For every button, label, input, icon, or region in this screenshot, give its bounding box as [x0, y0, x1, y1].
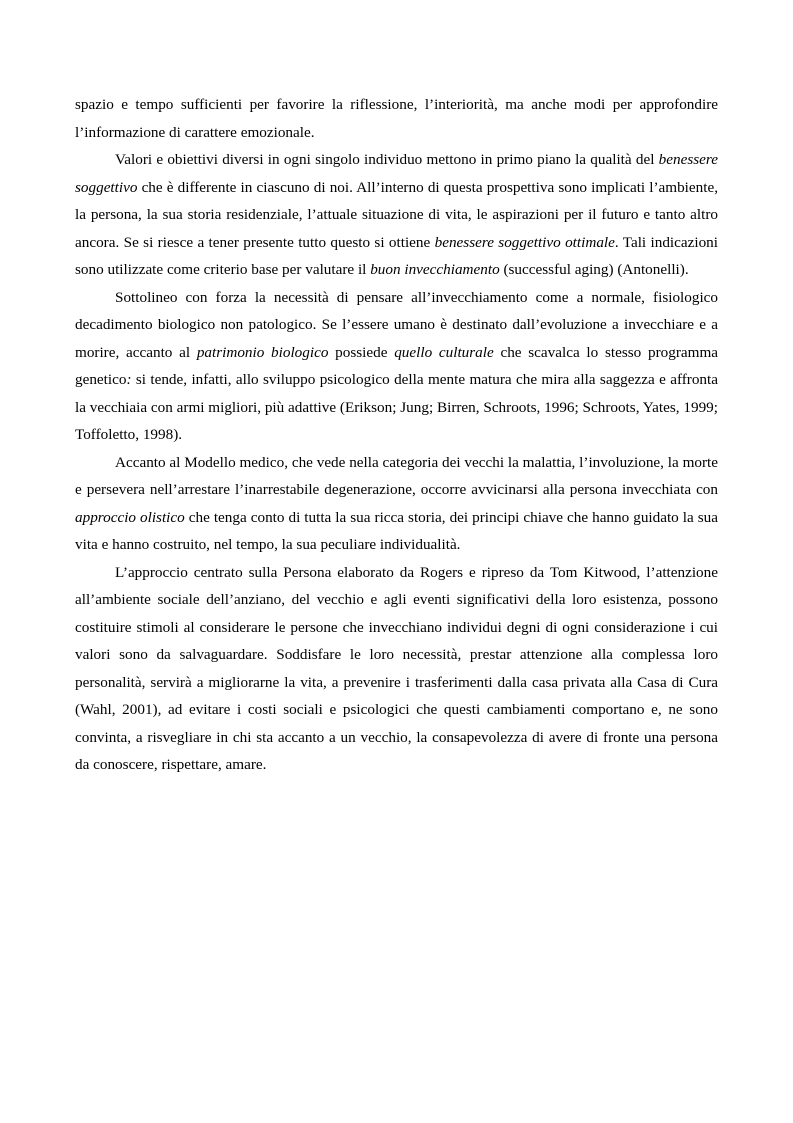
italic-term: benessere soggettivo — [75, 151, 718, 196]
paragraph-text: . Tali indicazioni sono utilizzate come criterio base per valutare il — [75, 233, 718, 278]
italic-term: approccio olistico — [75, 508, 185, 526]
paragraph-text: che scavalca lo stesso programma genetico — [75, 343, 719, 388]
paragraph-text: Accanto al Modello medico, che vede nella categoria dei vecchi la malattia, l’involuzione, la morte e persevera nell’arrestare l’inarrestabile degenerazione, occorre avvicinarsi alla persona invecchiata con — [75, 453, 718, 498]
paragraph-text: Sottolineo con forza la necessità di pensare all’invecchiamento come a normale, fisiologico decadimento biologico non patologico. Se l’essere umano è destinato dall’evoluzione a invecchiare e a morire, accanto al — [75, 288, 718, 361]
paragraph-text: L’approccio centrato sulla Persona elaborato da Rogers e ripreso da Tom Kitwood, l’attenzione all’ambiente sociale dell’anziano, del vecchio e agli eventi significativi della loro esistenza, possono costituire stimoli al considerare le persone che invecchiano individui degni di ogni considerazione i cui valori sono da salvaguardare. Soddisfare le loro necessità, prestar attenzione alla complessa loro personalità, servirà a migliorarne la vita, a prevenire i trasferimenti dalla casa privata alla Casa di Cura (Wahl, 2001), ad evitare i costi sociali e psicologici che questi cambiamenti comportano e, ne sono convinta, a risvegliare in chi sta accanto a un vecchio, la consapevolezza di avere di fronte una persona da conoscere, rispettare, amare. — [75, 563, 718, 773]
paragraph-text: si tende, infatti, allo sviluppo psicologico della mente matura che mira alla saggezza e affronta la vecchiaia con armi migliori, più adattive (Erikson; Jung; Birren, Schroots, 1996; Schroots, Yates, 1999; Toffoletto, 1998). — [75, 371, 718, 443]
italic-term: : — [126, 371, 132, 388]
paragraph-1 — [75, 91, 718, 146]
italic-term: benessere soggettivo ottimale — [434, 233, 615, 251]
paragraph-text: spazio e tempo sufficienti per favorire la riflessione, l’interiorità, ma anche modi per approfondire l’informazione di carattere emozionale. — [75, 96, 718, 141]
paragraph-5 — [75, 559, 718, 779]
paragraph-text: che è differente in ciascuno di noi. All’interno di questa prospettiva sono implicati l’ambiente, la persona, la sua storia residenziale, l’attuale situazione di vita, le aspirazioni per il futuro e tanto altro ancora. Se si riesce a tener presente tutto questo si ottiene — [75, 178, 718, 251]
document-body — [75, 91, 718, 779]
paragraph-3 — [75, 284, 718, 449]
paragraph-text: che tenga conto di tutta la sua ricca storia, dei principi chiave che hanno guidato la sua vita e hanno costruito, nel tempo, la sua peculiare individualità. — [75, 508, 719, 553]
paragraph-text: possiede — [328, 343, 395, 361]
italic-term: buon invecchiamento — [370, 261, 500, 278]
italic-term: quello culturale — [394, 343, 494, 361]
paragraph-2 — [75, 146, 718, 284]
paragraph-text: Valori e obiettivi diversi in ogni singolo individuo mettono in primo piano la qualità del — [115, 151, 659, 168]
paragraph-text: (successful aging) (Antonelli). — [499, 261, 689, 278]
paragraph-4 — [75, 449, 718, 559]
italic-term: patrimonio biologico — [196, 343, 329, 361]
